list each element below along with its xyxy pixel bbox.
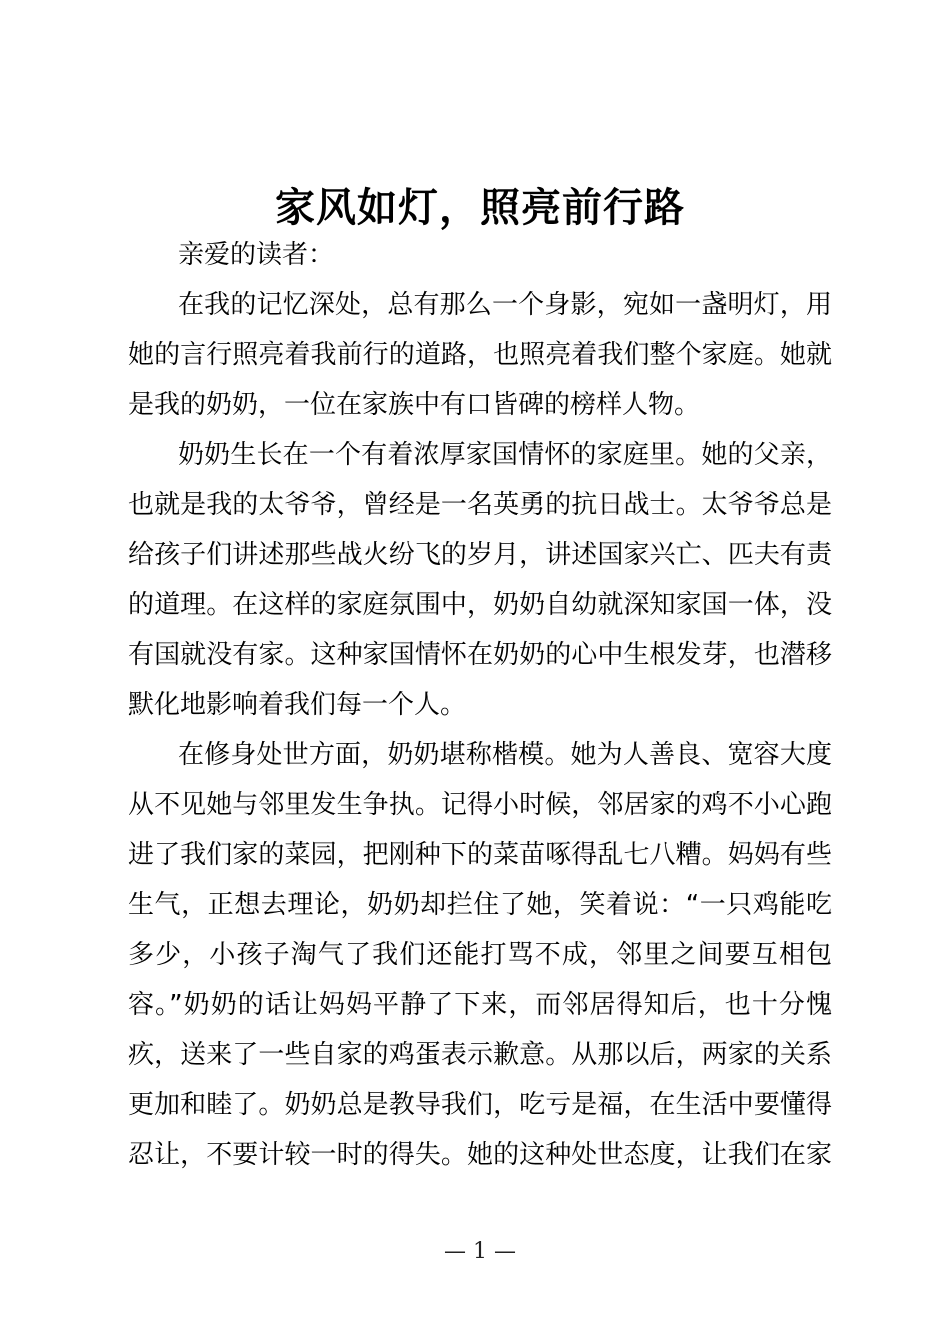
paragraph-line: 有国就没有家。这种家国情怀在奶奶的心中生根发芽，也潜移 — [128, 640, 832, 670]
paragraph-2 — [128, 430, 832, 730]
paragraph-line: 的道理。在这样的家庭氛围中，奶奶自幼就深知家国一体，没 — [128, 590, 832, 620]
paragraph-line: 奶奶生长在一个有着浓厚家国情怀的家庭里。她的父亲， — [178, 440, 832, 470]
paragraph-line: 生气，正想去理论，奶奶却拦住了她，笑着说：“一只鸡能吃 — [128, 890, 832, 920]
paragraph-line: 疚，送来了一些自家的鸡蛋表示歉意。从那以后，两家的关系 — [128, 1040, 832, 1070]
paragraph-line: 进了我们家的菜园，把刚种下的菜苗啄得乱七八糟。妈妈有些 — [128, 840, 832, 870]
paragraph-line: 从不见她与邻里发生争执。记得小时候，邻居家的鸡不小心跑 — [128, 790, 832, 820]
paragraph-line: 给孩子们讲述那些战火纷飞的岁月，讲述国家兴亡、匹夫有责 — [128, 540, 832, 570]
paragraph-line: 在我的记忆深处，总有那么一个身影，宛如一盏明灯，用 — [178, 290, 832, 320]
paragraph-line: 容。”奶奶的话让妈妈平静了下来，而邻居得知后，也十分愧 — [128, 990, 832, 1020]
paragraph-line: 多少，小孩子淘气了我们还能打骂不成，邻里之间要互相包 — [128, 940, 832, 970]
document-body — [128, 230, 832, 1180]
document-title: 家风如灯，照亮前行路 — [275, 184, 685, 231]
paragraph-line: 也就是我的太爷爷，曾经是一名英勇的抗日战士。太爷爷总是 — [128, 490, 832, 520]
paragraph-1 — [128, 280, 832, 430]
paragraph-line: 更加和睦了。奶奶总是教导我们，吃亏是福，在生活中要懂得 — [128, 1090, 832, 1120]
paragraph-line: 忍让，不要计较一时的得失。她的这种处世态度，让我们在家 — [128, 1140, 832, 1170]
salutation: 亲爱的读者： — [178, 240, 335, 270]
paragraph-line: 她的言行照亮着我前行的道路，也照亮着我们整个家庭。她就 — [128, 340, 832, 370]
page-number: — 1 — — [444, 1239, 516, 1264]
paragraph-3 — [128, 730, 832, 1180]
paragraph-line: 默化地影响着我们每一个人。 — [128, 690, 467, 720]
paragraph-line: 是我的奶奶，一位在家族中有口皆碑的榜样人物。 — [128, 390, 701, 420]
paragraph-line: 在修身处世方面，奶奶堪称楷模。她为人善良、宽容大度 — [178, 740, 832, 770]
